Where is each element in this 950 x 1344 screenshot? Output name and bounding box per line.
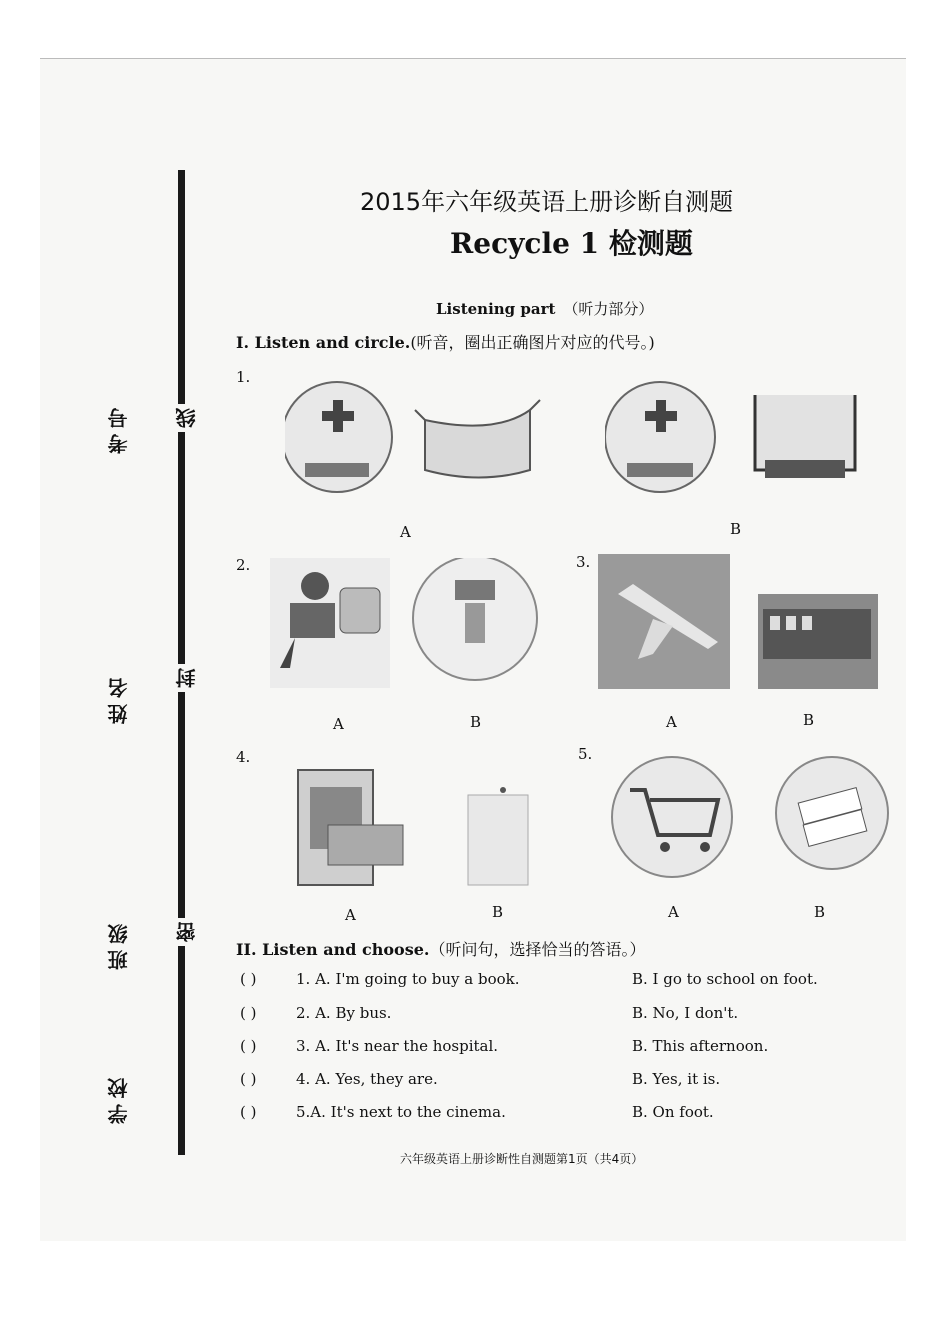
item-3-number: 3. [576,553,591,571]
choice-2-a: 2. A. By bus. [296,1004,392,1022]
item-3-option-a: A [666,713,677,731]
item-4-number: 4. [236,748,251,766]
label-class: 班级 [107,918,131,970]
choice-row-3 [240,1037,840,1059]
choice-5-b: B. On foot. [632,1103,714,1121]
item-1-number: 1. [236,368,251,386]
part1-heading [236,330,655,353]
item-2-option-b: B [470,713,482,731]
exam-title: 2015年六年级英语上册诊断自测题 [360,188,734,216]
choice-4-b: B. Yes, it is. [632,1070,721,1088]
answer-blank-3[interactable]: ( ) [240,1037,257,1055]
item-5-number: 5. [578,745,593,763]
part1-heading-cn: (听音，圈出正确图片对应的代号。) [410,333,655,352]
part2-heading [236,937,645,960]
choice-row-5 [240,1103,840,1125]
item-4-option-b: B [492,903,504,921]
choice-3-b: B. This afternoon. [632,1037,769,1055]
choice-3-a: 3. A. It's near the hospital. [296,1037,499,1055]
choice-2-b: B. No, I don't. [632,1004,739,1022]
choice-5-a: 5.A. It's next to the cinema. [296,1103,506,1121]
item-1-picture-b [605,375,875,500]
choice-row-2 [240,1004,840,1026]
listening-section-title [436,298,653,319]
item-4-option-a: A [345,906,356,924]
item-1-option-a: A [400,523,411,541]
answer-blank-1[interactable]: ( ) [240,970,257,988]
choice-4-a: 4. A. Yes, they are. [296,1070,438,1088]
seal-seal: 封 [172,664,201,692]
item-1-option-b: B [730,520,742,538]
item-2-option-a: A [333,715,344,733]
listening-title-cn: （听力部分） [563,300,654,318]
choice-1-b: B. I go to school on foot. [632,970,818,988]
page-footer: 六年级英语上册诊断性自测题第1页（共4页） [400,1152,644,1166]
listening-title-en: Listening part [436,300,556,318]
item-5-option-b: B [814,903,826,921]
item-3-option-b: B [803,711,815,729]
item-5-option-a: A [668,903,679,921]
part1-heading-en: I. Listen and circle. [236,333,411,352]
item-1-picture-a [285,375,580,500]
choice-row-4 [240,1070,840,1092]
answer-blank-2[interactable]: ( ) [240,1004,257,1022]
item-4-picture-a [288,765,558,895]
choice-1-a: 1. A. I'm going to buy a book. [296,970,520,988]
item-2-picture-a [270,558,550,688]
answer-blank-5[interactable]: ( ) [240,1103,257,1121]
choice-row-1 [240,970,840,992]
part2-heading-en: II. Listen and choose. [236,940,430,959]
binding-bar [178,170,185,1155]
item-5-picture-a [610,755,895,885]
item-2-number: 2. [236,556,251,574]
item-3-picture-a [598,554,878,689]
label-name: 姓名 [107,672,131,724]
exam-subtitle: Recycle 1 检测题 [450,227,693,260]
label-school: 学校 [107,1072,131,1124]
seal-secret: 密 [172,918,201,946]
label-exam-number: 考号 [107,402,131,454]
answer-blank-4[interactable]: ( ) [240,1070,257,1088]
seal-line: 线 [172,404,201,432]
part2-heading-cn: （听问句，选择恰当的答语。） [429,940,646,959]
